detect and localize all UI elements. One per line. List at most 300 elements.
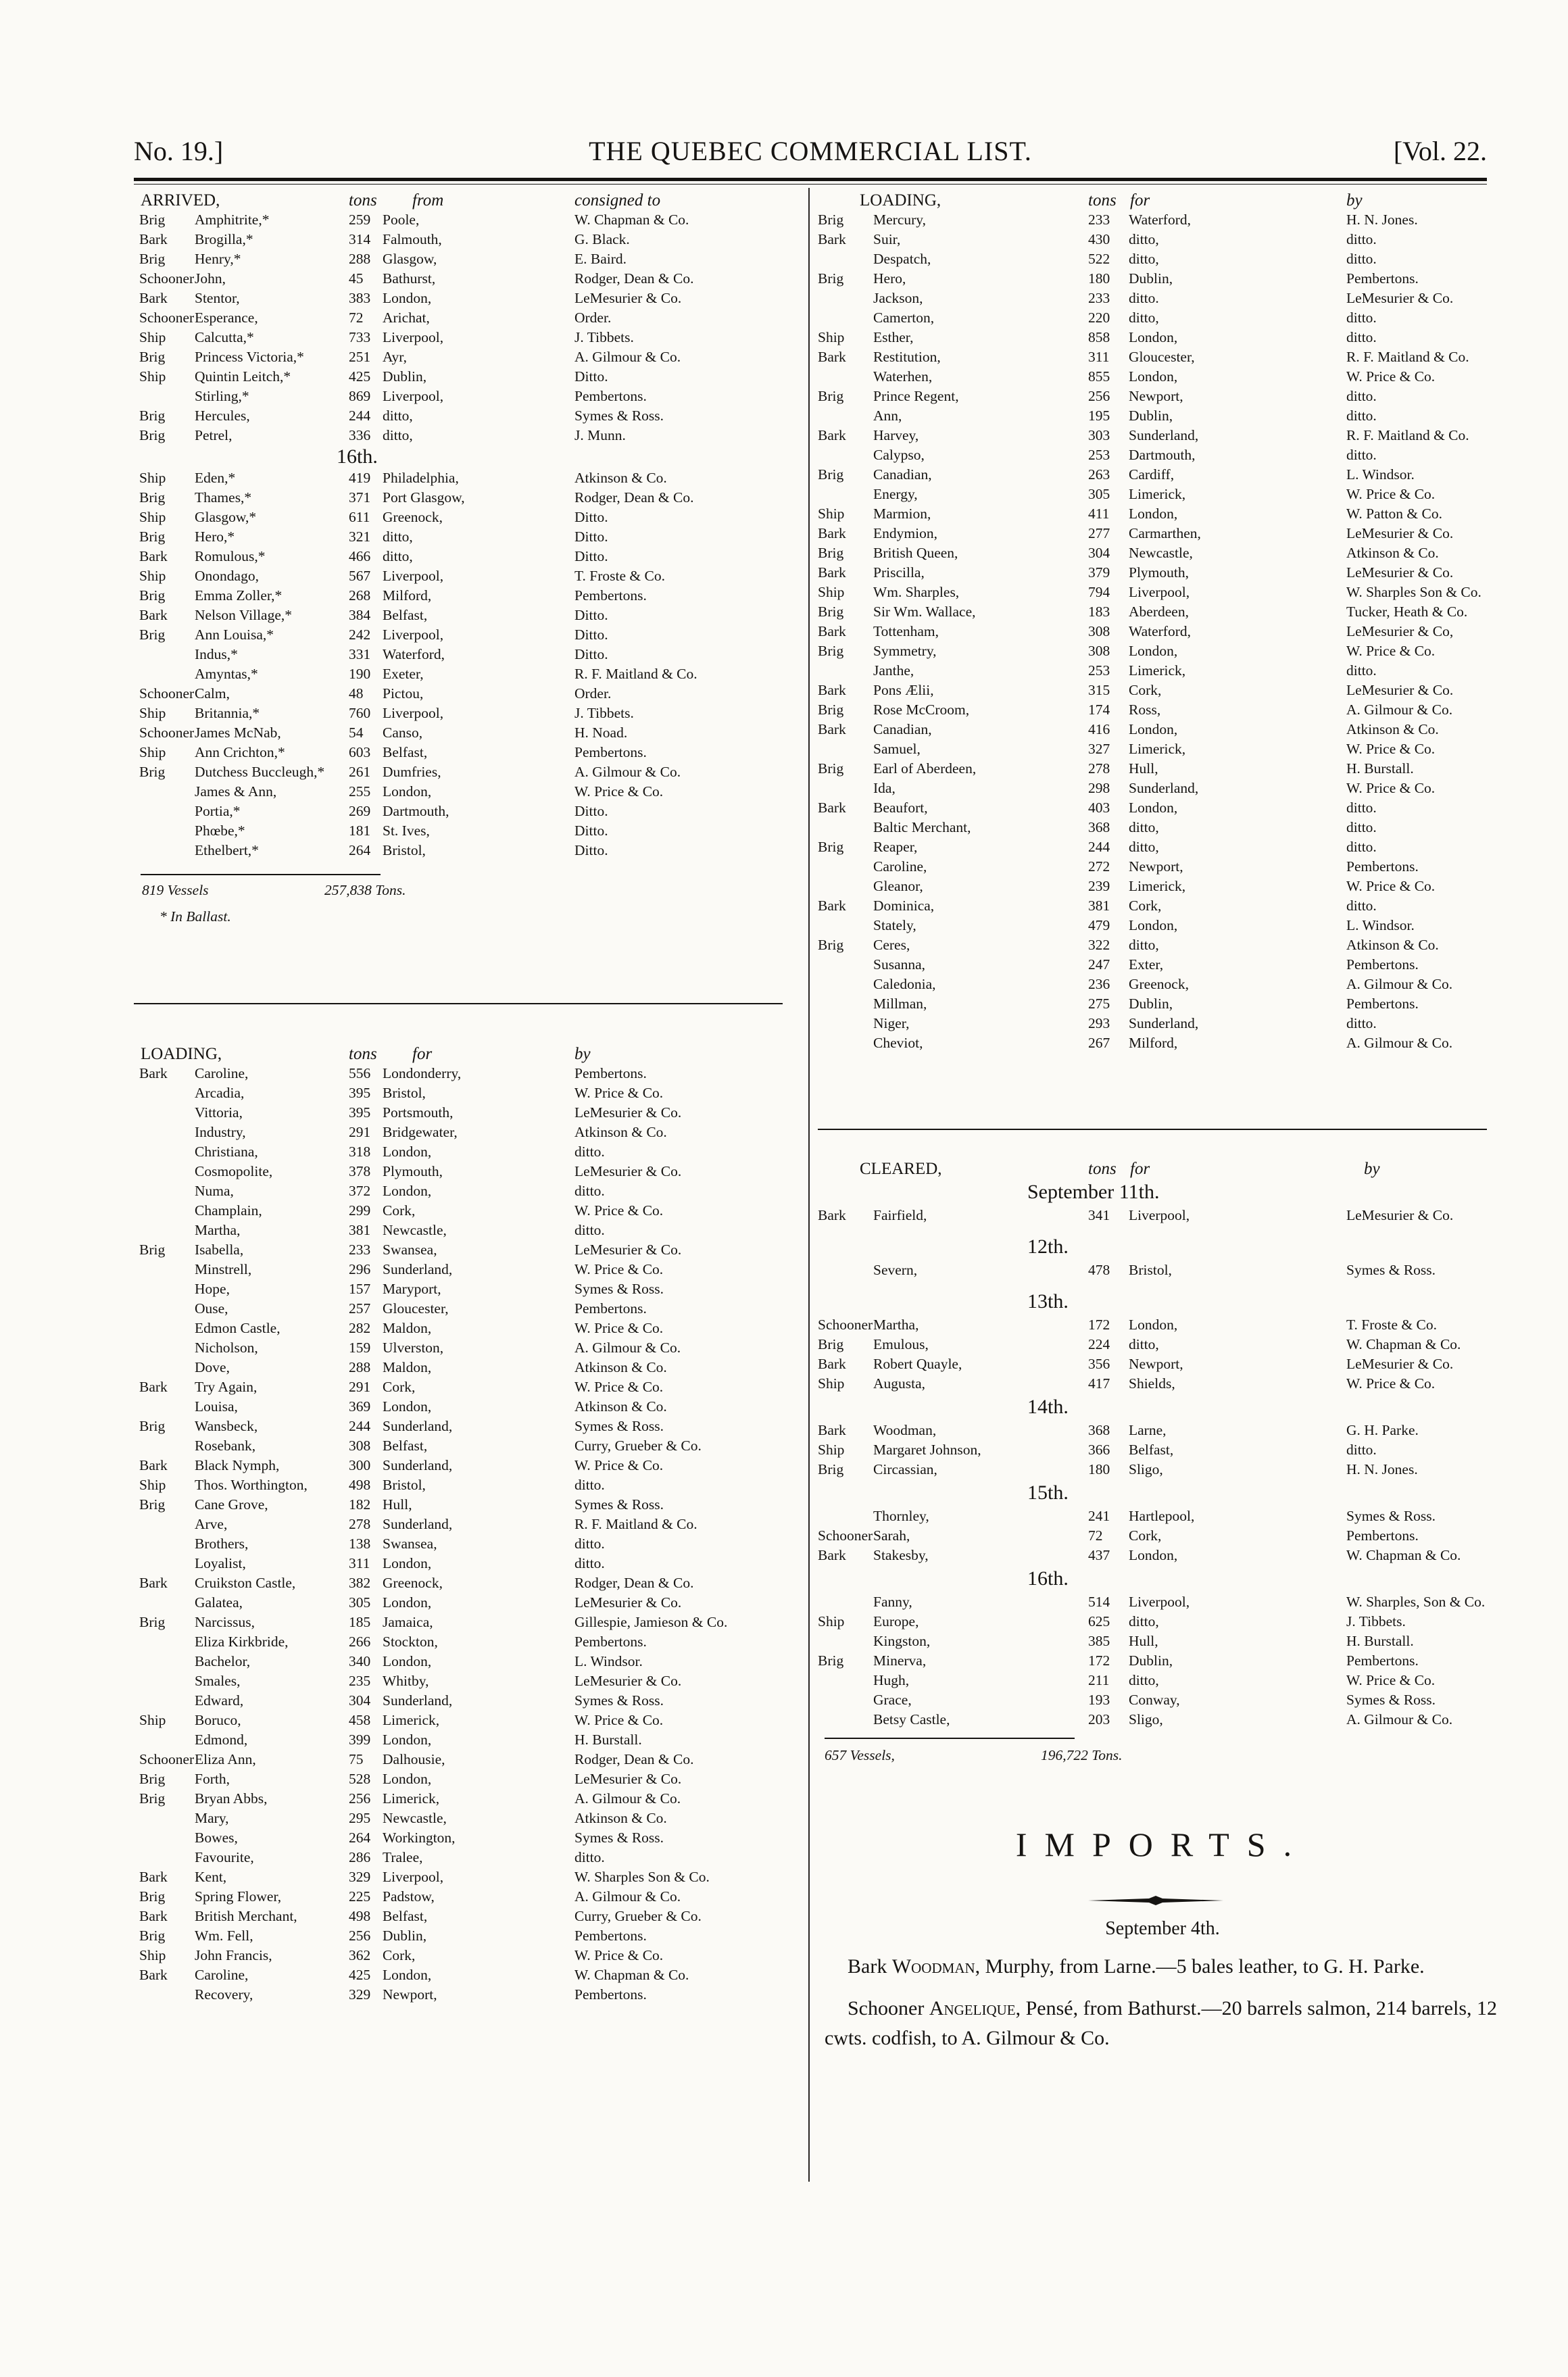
vessel-type: Schooner [139,725,195,741]
vessel-agent: Pembertons. [574,744,647,760]
vessel-agent: W. Patton & Co. [1346,506,1442,522]
table-row [134,1613,803,1632]
vessel-tons: 293 [1088,1015,1110,1031]
vessel-name: Eden,* [195,470,236,486]
vessel-port: Exeter, [383,666,424,682]
vessel-type: Brig [818,1652,844,1669]
vessel-tons: 371 [349,489,371,506]
table-row [818,1206,1487,1225]
vessel-name: Arcadia, [195,1085,245,1101]
vessel-type: Brig [818,604,844,620]
vessel-tons: 256 [349,1928,371,1944]
vessel-tons: 45 [349,270,364,287]
table-row [134,1867,803,1887]
vessel-type: Schooner [139,270,195,287]
table-row [134,1338,803,1358]
vessel-name: Grace, [873,1692,912,1708]
vessel-agent: L. Windsor. [574,1653,643,1669]
table-row [134,1201,803,1221]
table-row [134,1632,803,1652]
table-row [134,508,803,527]
vessel-name: Rosebank, [195,1438,256,1454]
cleared-date: 14th. [1027,1396,1069,1418]
vessel-tons: 303 [1088,427,1110,443]
table-row [818,230,1487,249]
vessel-tons: 300 [349,1457,371,1473]
vessel-type: Bark [818,1356,846,1372]
table-row [134,684,803,704]
vessel-agent: H. Burstall. [1346,1633,1414,1649]
vessel-tons: 327 [1088,741,1110,757]
vessel-port: Liverpool, [383,627,444,643]
vessel-type: Bark [818,682,846,698]
vessel-tons: 305 [349,1594,371,1611]
vessel-port: Sunderland, [1129,780,1199,796]
table-row [134,468,803,488]
vessel-tons: 180 [1088,1461,1110,1477]
vessel-tons: 356 [1088,1356,1110,1372]
loading-left-section [134,1044,803,2005]
vessel-port: Plymouth, [383,1163,443,1179]
vessel-tons: 286 [349,1849,371,1865]
vessel-port: Liverpool, [383,705,444,721]
vessel-tons: 244 [349,1418,371,1434]
vessel-type: Bark [818,800,846,816]
vessel-name: Stirling,* [195,388,249,404]
vessel-agent: Ditto. [574,607,608,623]
vessel-port: London, [1129,721,1178,737]
import-entry-text: Murphy, from Larne.—5 bales leather, to G. H. Parke. [985,1955,1425,1978]
vessel-agent: L. Windsor. [1346,466,1415,483]
vessel-name: Hugh, [873,1672,910,1688]
table-row [818,1526,1487,1546]
vessel-name: Emma Zoller,* [195,587,283,604]
tons-header: tons [349,191,377,210]
table-row [818,465,1487,485]
vessel-port: Shields, [1129,1375,1175,1392]
vessel-agent: Ditto. [574,803,608,819]
vessel-tons: 331 [349,646,371,662]
header-rule-thin [134,184,1487,185]
table-row [818,1421,1487,1440]
vessel-name: Martha, [195,1222,241,1238]
vessel-port: Cork, [383,1379,416,1395]
arrived-total-tons: 257,838 Tons. [324,882,406,898]
vessel-port: Newport, [1129,388,1183,404]
vessel-tons: 378 [349,1163,371,1179]
vessel-agent: ditto. [574,1555,605,1571]
vessel-type: Brig [139,349,166,365]
table-row [818,759,1487,779]
vessel-name: Reaper, [873,839,918,855]
vessel-port: London, [1129,329,1178,345]
table-row [134,821,803,841]
vessel-agent: LeMesurier & Co. [1346,525,1454,541]
vessel-agent: LeMesurier & Co. [574,1163,682,1179]
vessel-name: Princess Victoria,* [195,349,304,365]
vessel-agent: Pembertons. [1346,858,1419,875]
vessel-port: Hull, [383,1496,412,1513]
vessel-agent: ditto. [1346,310,1377,326]
vessel-name: Ann Louisa,* [195,627,274,643]
vessel-port: Greenock, [383,1575,443,1591]
vessel-tons: 264 [349,842,371,858]
table-row [818,1612,1487,1632]
vessel-tons: 233 [1088,290,1110,306]
vessel-name: Onondago, [195,568,259,584]
vessel-tons: 296 [349,1261,371,1277]
vessel-port: Waterford, [383,646,445,662]
tons-header: tons [1088,191,1117,210]
vessel-name: Minerva, [873,1652,927,1669]
page-title: THE QUEBEC COMMERCIAL LIST. [589,136,1032,166]
table-row [818,818,1487,837]
vessel-agent: Pembertons. [1346,270,1419,287]
vessel-agent: Atkinson & Co. [1346,937,1439,953]
vessel-name: Favourite, [195,1849,254,1865]
vessel-name: Spring Flower, [195,1888,282,1905]
table-row [134,1436,803,1456]
vessel-tons: 255 [349,783,371,800]
vessel-name: Dominica, [873,898,935,914]
vessel-agent: Rodger, Dean & Co. [574,1575,694,1591]
vessel-name: Wm. Fell, [195,1928,253,1944]
vessel-name: Camerton, [873,310,935,326]
table-row [134,1711,803,1730]
for-header: for [1130,191,1150,210]
vessel-name: Ann Crichton,* [195,744,285,760]
table-row [818,387,1487,406]
vessel-name: Fairfield, [873,1207,927,1223]
for-header: for [412,1045,433,1063]
vessel-tons: 514 [1088,1594,1110,1610]
vessel-agent: Ditto. [574,548,608,564]
table-row [134,704,803,723]
table-row [818,289,1487,308]
import-vessel-type: Bark [848,1955,887,1978]
table-row [818,269,1487,289]
vessel-name: Sir Wm. Wallace, [873,604,976,620]
table-row [818,524,1487,543]
vessel-port: Limerick, [383,1712,440,1728]
vessel-port: Sunderland, [383,1457,453,1473]
vessel-name: Millman, [873,996,927,1012]
vessel-port: Conway, [1129,1692,1180,1708]
vessel-agent: W. Price & Co. [574,1712,664,1728]
table-row [818,1260,1487,1280]
vessel-agent: G. H. Parke. [1346,1422,1419,1438]
table-row [134,1769,803,1789]
vessel-agent: Ditto. [574,646,608,662]
vessel-agent: ditto. [1346,388,1377,404]
vessel-type: Brig [818,643,844,659]
table-row [134,1319,803,1338]
vessel-agent: ditto. [1346,1015,1377,1031]
vessel-name: Caledonia, [873,976,936,992]
table-row [818,367,1487,387]
table-row [818,328,1487,347]
vessel-agent: Atkinson & Co. [574,1810,667,1826]
vessel-agent: Rodger, Dean & Co. [574,1751,694,1767]
vessel-agent: Ditto. [574,529,608,545]
table-row [818,308,1487,328]
table-row [134,1828,803,1848]
vessel-agent: W. Chapman & Co. [1346,1336,1461,1352]
vessel-agent: ditto. [1346,231,1377,247]
vessel-name: Bowes, [195,1830,238,1846]
table-row [134,1789,803,1809]
arrived-date-16th: 16th. [337,445,378,468]
table-row [818,837,1487,857]
vessel-type: Bark [139,548,168,564]
vessel-tons: 395 [349,1104,371,1121]
vessel-agent: LeMesurier & Co. [574,1104,682,1121]
table-row [818,661,1487,681]
table-row [134,606,803,625]
vessel-name: Severn, [873,1262,918,1278]
vessel-tons: 272 [1088,858,1110,875]
vessel-port: ditto, [1129,251,1159,267]
table-row [134,1181,803,1201]
vessel-agent: Symes & Ross. [574,1692,664,1709]
vessel-port: Aberdeen, [1129,604,1189,620]
vessel-port: ditto, [1129,310,1159,326]
vessel-name: Martha, [873,1317,919,1333]
vessel-tons: 425 [349,1967,371,1983]
vessel-port: Bridgewater, [383,1124,458,1140]
vessel-agent: R. F. Maitland & Co. [574,666,697,682]
vessel-type: Brig [139,587,166,604]
vessel-name: Wansbeck, [195,1418,258,1434]
vessel-name: Industry, [195,1124,246,1140]
vessel-type: Brig [139,1242,166,1258]
vessel-port: London, [383,1771,432,1787]
vessel-port: London, [1129,368,1178,385]
vessel-name: Stakesby, [873,1547,929,1563]
vessel-tons: 291 [349,1379,371,1395]
vessel-agent: Pembertons. [1346,1527,1419,1544]
vessel-agent: ditto. [574,1477,605,1493]
vessel-tons: 269 [349,803,371,819]
vessel-tons: 72 [1088,1527,1103,1544]
arrived-column-headers [134,191,803,210]
arrived-bottom-rule [134,1003,783,1004]
table-row [134,1397,803,1417]
table-row [818,641,1487,661]
vessel-tons: 760 [349,705,371,721]
vessel-port: Bristol, [1129,1262,1172,1278]
vessel-name: Petrel, [195,427,232,443]
table-row [134,1652,803,1671]
table-row [134,347,803,367]
vessel-agent: Rodger, Dean & Co. [574,270,694,287]
vessel-type: Brig [818,760,844,777]
vessel-tons: 395 [349,1085,371,1101]
vessel-port: Sunderland, [383,1261,453,1277]
vessel-agent: Ditto. [574,509,608,525]
vessel-agent: Symes & Ross. [1346,1262,1436,1278]
vessel-type: Brig [818,839,844,855]
vessel-name: British Queen, [873,545,958,561]
vessel-port: Swansea, [383,1536,437,1552]
vessel-name: Prince Regent, [873,388,959,404]
vessel-type: Bark [818,564,846,581]
vessel-name: Canadian, [873,721,932,737]
vessel-tons: 195 [1088,408,1110,424]
vessel-agent: Pembertons. [574,1986,647,2003]
vessel-agent: W. Price & Co. [574,1379,664,1395]
vessel-type: Brig [139,1614,166,1630]
vessel-name: Europe, [873,1613,919,1629]
vessel-port: Dartmouth, [383,803,449,819]
vessel-name: Forth, [195,1771,230,1787]
cleared-date: September 11th. [1027,1181,1160,1203]
vessel-agent: W. Price & Co. [1346,486,1436,502]
vessel-tons: 419 [349,470,371,486]
vessel-port: London, [383,1144,432,1160]
table-row [818,406,1487,426]
table-row [818,994,1487,1014]
vessel-tons: 383 [349,290,371,306]
vessel-port: ditto, [1129,839,1159,855]
vessel-agent: A. Gilmour & Co. [574,1790,681,1807]
vessel-name: Quintin Leitch,* [195,368,291,385]
vessel-type: Brig [139,1928,166,1944]
vessel-agent: Ditto. [574,823,608,839]
vessel-agent: Ditto. [574,842,608,858]
vessel-agent: Curry, Grueber & Co. [574,1438,702,1454]
vessel-agent: ditto. [574,1222,605,1238]
vessel-tons: 869 [349,388,371,404]
vessel-port: Poole, [383,212,420,228]
table-row [818,720,1487,739]
vessel-name: Earl of Aberdeen, [873,760,977,777]
import-vessel-name: Woodman, [891,1955,981,1978]
vessel-agent: W. Sharples Son & Co. [574,1869,710,1885]
vessel-tons: 172 [1088,1317,1110,1333]
vessel-tons: 603 [349,744,371,760]
vessel-name: Caroline, [195,1967,249,1983]
vessel-tons: 298 [1088,780,1110,796]
vessel-agent: Pembertons. [574,587,647,604]
vessel-port: London, [383,1967,432,1983]
vessel-port: Newport, [1129,1356,1183,1372]
vessel-tons: 329 [349,1869,371,1885]
vessel-port: Cork, [383,1947,416,1963]
vessel-tons: 257 [349,1300,371,1317]
vessel-port: Maryport, [383,1281,441,1297]
vessel-tons: 329 [349,1986,371,2003]
vessel-name: Galatea, [195,1594,243,1611]
vessel-agent: Pembertons. [574,1634,647,1650]
vessel-tons: 308 [1088,643,1110,659]
vessel-agent: W. Price & Co. [1346,1375,1436,1392]
vessel-tons: 437 [1088,1547,1110,1563]
vessel-tons: 318 [349,1144,371,1160]
vessel-agent: ditto. [1346,800,1377,816]
vessel-name: Waterhen, [873,368,933,385]
vessel-agent: ditto. [1346,898,1377,914]
vessel-tons: 72 [349,310,364,326]
vessel-port: London, [383,1653,432,1669]
vessel-name: Niger, [873,1015,910,1031]
from-header: from [412,191,444,210]
vessel-tons: 244 [349,408,371,424]
vessel-port: Plymouth, [1129,564,1190,581]
table-row [134,488,803,508]
import-vessel-name: Angelique, [929,1997,1021,2019]
vessel-port: Exter, [1129,956,1164,973]
vessel-agent: W. Price & Co. [1346,643,1436,659]
import-vessel-type: Schooner [848,1997,925,2019]
cleared-total-vessels: 657 Vessels, [825,1747,895,1763]
table-row [134,1358,803,1377]
vessel-type: Bark [818,1422,846,1438]
vessel-agent: LeMesurier & Co. [574,1771,682,1787]
vessel-port: Glasgow, [383,251,437,267]
vessel-name: Circassian, [873,1461,937,1477]
vessel-name: Britannia,* [195,705,260,721]
vessel-port: Liverpool, [383,329,444,345]
vessel-port: Newcastle, [1129,545,1193,561]
vessel-tons: 458 [349,1712,371,1728]
vessel-name: Jackson, [873,290,923,306]
vessel-port: Sunderland, [1129,1015,1199,1031]
vessel-tons: 362 [349,1947,371,1963]
vessel-type: Ship [139,1477,166,1493]
vessel-tons: 224 [1088,1336,1110,1352]
vessel-name: Stately, [873,917,916,933]
vessel-port: Gloucester, [1129,349,1195,365]
vessel-agent: H. N. Jones. [1346,212,1418,228]
vessel-name: John, [195,270,226,287]
vessel-name: Janthe, [873,662,914,679]
vessel-name: Esther, [873,329,914,345]
vessel-agent: Symes & Ross. [574,1830,664,1846]
table-row [134,625,803,645]
vessel-agent: W. Chapman & Co. [574,212,689,228]
vessel-tons: 241 [1088,1508,1110,1524]
table-row [818,700,1487,720]
vessel-tons: 385 [1088,1633,1110,1649]
vessel-tons: 190 [349,666,371,682]
vessel-name: Thos. Worthington, [195,1477,308,1493]
vessel-name: Symmetry, [873,643,937,659]
vessel-tons: 304 [349,1692,371,1709]
vessel-agent: LeMesurier & Co. [1346,1356,1454,1372]
vessel-name: Brogilla,* [195,231,253,247]
table-row [134,210,803,230]
vessel-name: Nelson Village,* [195,607,293,623]
vessel-agent: Symes & Ross. [574,1418,664,1434]
vessel-agent: W. Price & Co. [1346,878,1436,894]
table-row [818,347,1487,367]
vessel-port: Limerick, [383,1790,440,1807]
vessel-agent: T. Froste & Co. [574,568,665,584]
vessel-port: Dublin, [383,1928,427,1944]
vessel-agent: Atkinson & Co. [574,1124,667,1140]
vessel-name: Ida, [873,780,896,796]
vessel-port: Portsmouth, [383,1104,454,1121]
table-row [818,563,1487,583]
vessel-agent: A. Gilmour & Co. [1346,1711,1453,1727]
vessel-agent: Pembertons. [574,1065,647,1081]
table-row [134,527,803,547]
by-header: by [1364,1160,1380,1178]
vessel-name: Caroline, [195,1065,249,1081]
vessel-type: Bark [139,607,168,623]
vessel-port: Belfast, [383,1438,428,1454]
